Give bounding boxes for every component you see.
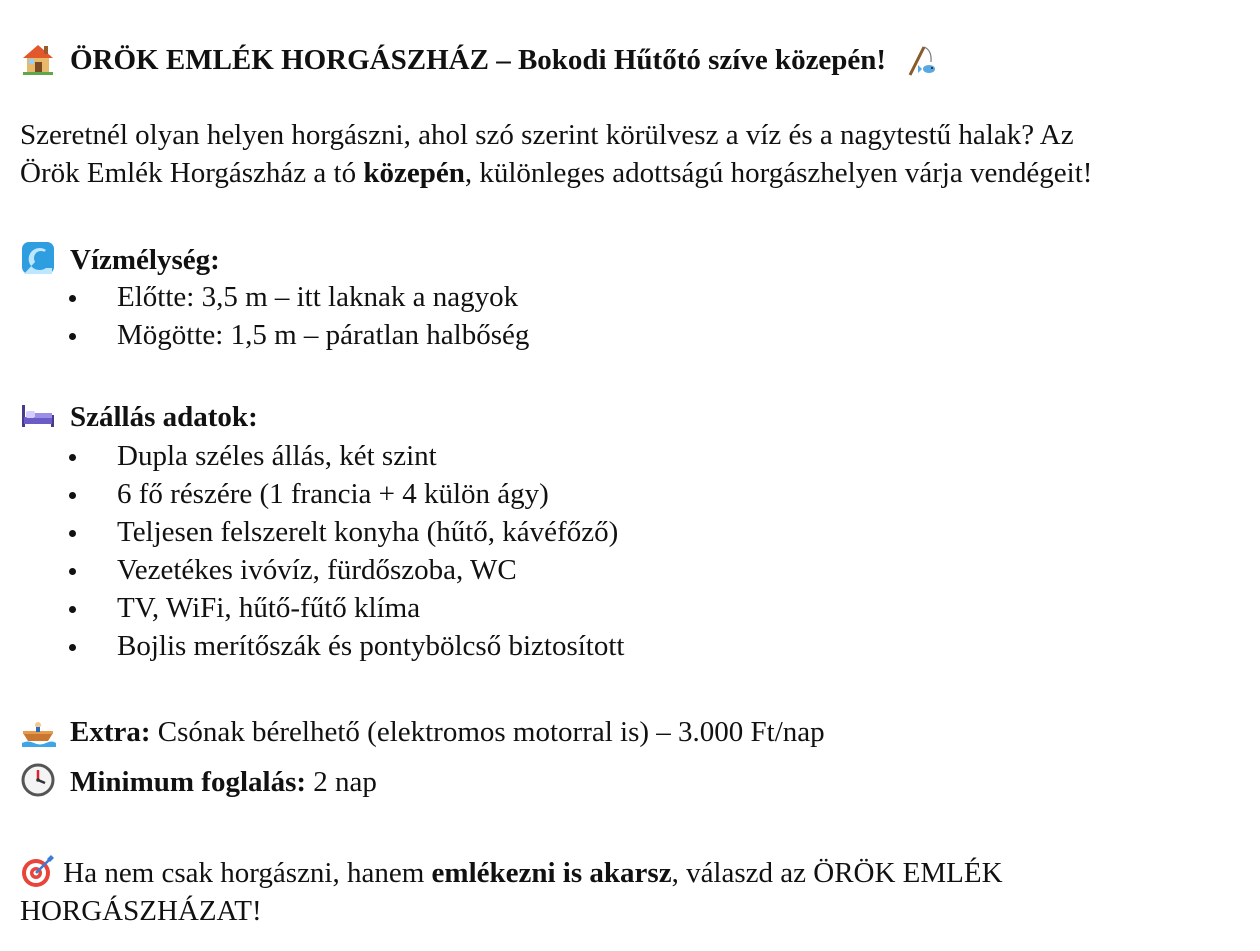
- intro-text-b: , különleges adottságú horgászhelyen várja vendégeit!: [464, 157, 1093, 189]
- depth-heading: [20, 240, 220, 278]
- closing-line-1: [20, 853, 1003, 891]
- list-item: Vezetékes ivóvíz, fürdőszoba, WC: [0, 551, 624, 589]
- title-text: ÖRÖK EMLÉK HORGÁSZHÁZ – Bokodi Hűtőtó szíve közepén!: [70, 44, 887, 76]
- list-item: Teljesen felszerelt konyha (hűtő, kávéfőző): [0, 513, 624, 551]
- list-item: Bojlis merítőszák és pontybölcső biztosított: [0, 627, 624, 665]
- closing-line-2: HORGÁSZHÁZAT!: [20, 895, 262, 927]
- intro-emphasis: közepén: [363, 157, 465, 189]
- depth-list: [0, 278, 529, 354]
- rowboat-icon: [20, 712, 56, 748]
- extra-text: Csónak bérelhető (elektromos motorral is) – 3.000 Ft/nap: [150, 716, 825, 748]
- lodging-list: [0, 437, 624, 665]
- intro-text-a: Örök Emlék Horgászház a tó: [20, 157, 364, 189]
- lodging-heading: [20, 397, 258, 435]
- list-item: 6 fő részére (1 francia + 4 külön ágy): [0, 475, 624, 513]
- lodging-heading-label: Szállás adatok:: [70, 401, 258, 433]
- minimum-label: Minimum foglalás:: [70, 766, 307, 798]
- fishing-pole-icon: [902, 42, 938, 78]
- wave-icon: [20, 240, 56, 276]
- intro-line-1: Szeretnél olyan helyen horgászni, ahol szó szerint körülvesz a víz és a nagytestű halak? Az: [20, 119, 1074, 151]
- page-title: [20, 40, 938, 78]
- closing-text-a: Ha nem csak horgászni, hanem: [56, 857, 432, 889]
- house-icon: [20, 40, 56, 76]
- depth-heading-label: Vízmélység:: [70, 244, 220, 276]
- closing-text-b: , válaszd az ÖRÖK EMLÉK: [671, 857, 1003, 889]
- list-item: Mögötte: 1,5 m – páratlan halbőség: [0, 316, 529, 354]
- clock-icon: [20, 762, 56, 798]
- bed-icon: [20, 397, 56, 433]
- minimum-line: [20, 762, 377, 800]
- list-item: Dupla széles állás, két szint: [0, 437, 624, 475]
- extra-line: [20, 712, 825, 750]
- list-item: Előtte: 3,5 m – itt laknak a nagyok: [0, 278, 529, 316]
- target-icon: [20, 853, 56, 889]
- intro-line-2: [20, 155, 1092, 191]
- closing-emphasis: emlékezni is akarsz: [431, 857, 672, 889]
- extra-label: Extra:: [70, 716, 151, 748]
- minimum-text: 2 nap: [306, 766, 377, 798]
- list-item: TV, WiFi, hűtő-fűtő klíma: [0, 589, 624, 627]
